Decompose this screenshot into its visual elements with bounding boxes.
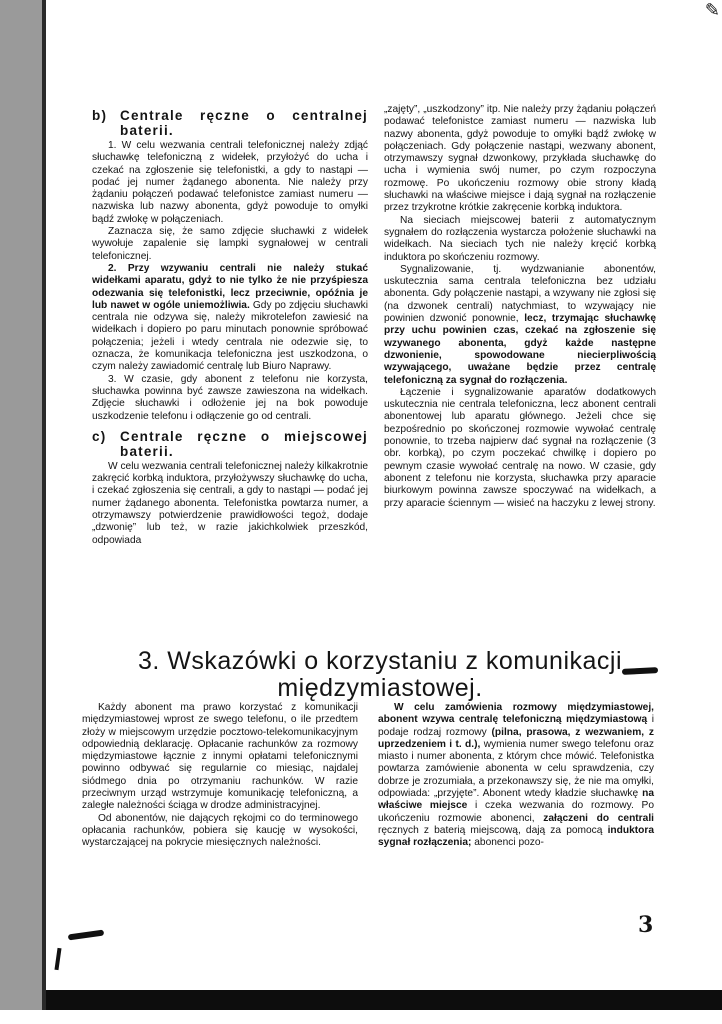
section-c-title: Centrale ręczne o miejscowej baterii. (120, 428, 368, 459)
section-b-paragraph-3: 3. W czasie, gdy abonent z telefonu nie korzysta, słuchawka powinna być zawsze zawieszona na widełkach. Zdjęcie słuchawki i odłożenie jej na bok powoduje uszkodzenie telefonu i odłączenie go od centrali. (92, 373, 368, 422)
page-number: 3 (638, 912, 654, 938)
section-c-heading (92, 429, 368, 459)
ink-tick-mark (54, 948, 61, 970)
s3-bold-g: załączeni do centrali (543, 812, 654, 824)
s3-plain-b: i podaje rodzaj rozmowy (378, 714, 654, 738)
right-column (384, 104, 656, 510)
section-b-title: Centrale ręczne o centralnej baterii. (120, 108, 368, 138)
right-paragraph-2: Na sieciach miejscowej baterii z automatycznym sygnałem do rozłączenia wystarcza położenie słuchawki na widełkach. Na sieciach tych nie należy kręcić korbką induktora po skończeniu rozmowy. (384, 214, 656, 263)
scan-edge-inner (42, 0, 46, 1024)
s3-plain-f: i czeka wezwania do rozmowy. Po ukończeniu rozmowie abonenci, (378, 800, 654, 824)
section-3-left-column (82, 702, 358, 850)
s3-bold-e: na właściwe miejsce (378, 788, 654, 812)
corner-mark-icon: ✎ (704, 0, 720, 20)
section-3-title: 3. Wskazówki o korzystaniu z komunikacji międzymiastowej. (137, 647, 623, 702)
section-b-paragraph-1: 1. W celu wezwania centrali telefonicznej należy zdjąć słuchawkę telefoniczną z widełek, przyłożyć do ucha i czekać na zgłoszenie się telefonistki, a gdy to nastąpi — podać jej numer żądanego abonenta. Nie należy przy żądaniu połączeń podawać telefonistce zamiast numeru — nazwiska lub nazwy abonenta, gdyż powoduje to omyłki bądź zwłokę w połączeniach. (92, 140, 368, 225)
section-3-left-paragraph-2: Od abonentów, nie dających rękojmi co do terminowego opłacania rachunków, pobiera się kaucję w wysokości, wystarczającej na pokrycie miesięcznych należności. (82, 812, 358, 849)
right-paragraph-4: Łączenie i sygnalizowanie aparatów dodatkowych uskutecznia nie centrala telefoniczna, lecz abonent centrali abonentowej lub aparatu głównego. Jeżeli chce się bezpośrednio po skończonej rozmowie wywołać centralę ponownie, to trzeba najpierw dać sygnał na rozłączenie (3 obr. korbką), po czym poczekać chwilkę i dopiero po pewnym czasie wywołać centralę na nowo. W czasie, gdy abonent z telefonu nie korzysta, słuchawka przy aparacie biurkowym powinna zawsze spoczywać na widełkach, a przy aparacie ściennym — wisieć na haczyku z lewej strony. (384, 386, 656, 509)
right-p3-bold: lecz, trzymając słuchawkę przy uchu powinien czas, czekać na zgłoszenie się wzywanego abonenta, gdyż każde następne dzwonienie, spowodowane niecierpliwością wzywającego, uważane będzie przez centralę telefoniczną za sygnał do rozłączenia. (384, 313, 656, 386)
s3-plain-j: abonenci pozo- (474, 837, 544, 849)
section-c-paragraph-1: W celu wezwania centrali telefonicznej należy kilkakrotnie zakręcić korbką induktora, przyłożywszy słuchawkę do ucha, i czekać zgłoszenia się centrali, a gdy to nastąpi — podać jej numer żądanego abonenta. Telefonistka powtarza numer, a otrzymawszy potwierdzenie prawidłowości tegoż, dodaje „dzwonię” lub też, w razie jakichkolwiek przeszkód, odpowiada (92, 460, 368, 546)
right-paragraph-3 (384, 264, 656, 387)
right-paragraph-1: „zajęty”, „uszkodzony” itp. Nie należy przy żądaniu połączeń podawać telefonistce zamiast numeru — nazwiska lub nazwy abonenta, gdyż powoduje to omyłki bądź zwłokę w połączeniach. Gdy połączenie nastąpi, wezwany abonent, otrzymawszy sygnał dzwonkowy, przykłada słuchawkę do ucha i wymienia swój numer, po czym rozpoczyna rozmowę. Po ukończeniu rozmowy obie strony kładą słuchawki na właściwe miejsce i dają sygnał na rozłączenie przez trzykrotne krótkie zakręcenie korbką induktora. (384, 104, 656, 214)
section-3-left-paragraph-1: Każdy abonent ma prawo korzystać z komunikacji międzymiastowej wprost ze swego telefonu, o ile przedtem złoży w miejscowym urzędzie pocztowo-telekomunikacyjnym odpowiednią deklarację. Opłacanie rachunków za rozmowy międzymiastowe łącznie z innymi opłatami telefonicznymi powinno odbywać się regularnie co miesiąc, najdalej siódmego dnia po otrzymaniu rachunków. W razie przeciwnym urząd wstrzymuje komunikację telefoniczną, a zaległe należności ściąga w drodze administracyjnej. (82, 702, 358, 812)
ink-dash-mark (68, 930, 104, 941)
section-b-paragraph-1b: Zaznacza się, że samo zdjęcie słuchawki z widełek wywołuje zapalenie się lampki sygnałowej w centrali telefonicznej. (92, 226, 368, 262)
section-b-heading (92, 108, 368, 138)
s3-bold-c: (pilna, prasowa, z wezwaniem, z uprzedzeniem i t. d.), (378, 726, 654, 750)
section-3-right-paragraph-1 (378, 702, 654, 850)
s3-bold-i: induktora sygnał rozłączenia; (378, 824, 654, 849)
section-3-right-column (378, 702, 654, 850)
left-column (92, 108, 368, 547)
scan-bottom-margin (0, 1010, 722, 1024)
section-b-p2-bold: 2. Przy wzywaniu centrali nie należy stukać widełkami aparatu, gdyż to nie tylko że nie przyśpiesza odezwania się telefonistki, lecz przeciwnie, opóźnia je lub nawet w ogóle uniemożliwia. (92, 262, 368, 311)
s3-bold-a: W celu zamówienia rozmowy międzymiastowej, abonent wzywa centralę telefoniczną międzymiastową (378, 702, 654, 726)
section-b-paragraph-2 (92, 263, 368, 374)
section-c-label: c) (92, 428, 107, 444)
section-b-label: b) (92, 108, 108, 123)
s3-plain-h: ręcznych z baterią miejscową, dają za pomocą (378, 824, 603, 836)
scan-edge-left (0, 0, 42, 1024)
section-b-p2-rest: Gdy po zdjęciu słuchawki centrala nie odzywa się, należy mikrotelefon zawiesić na widełkach i dopiero po paru minutach ponownie spróbować połączenia; jeżeli i wtedy centrala nie odezwie się, to oznacza, że komunikacja telefoniczna jest uszkodzona, o czym należy zawiadomić centralę lub Biuro Naprawy. (92, 299, 368, 373)
right-p3-plain: Sygnalizowanie, tj. wydzwanianie abonentów, uskuteczniа sama centrala telefoniczna bez udziału abonenta. Gdy połączenie nastąpi, a wzywany nie zgłosi się (na dzwonek centrali) natychmiast, to wzywający nie powinien dzwonić ponownie, (384, 263, 656, 325)
s3-plain-d: wymienia numer swego telefonu oraz miasto i numer abonenta, z którym chce mówić. Telefonistka powtarza zamówienie abonenta w celu sprawdzenia, czy dobrze je zrozumiała, a przekonawszy się, że nie ma omyłki, odpowiada: „przyjęte”. Abonent wtedy kładzie słuchawkę (378, 738, 654, 800)
scan-bottom-bar (46, 990, 722, 1010)
